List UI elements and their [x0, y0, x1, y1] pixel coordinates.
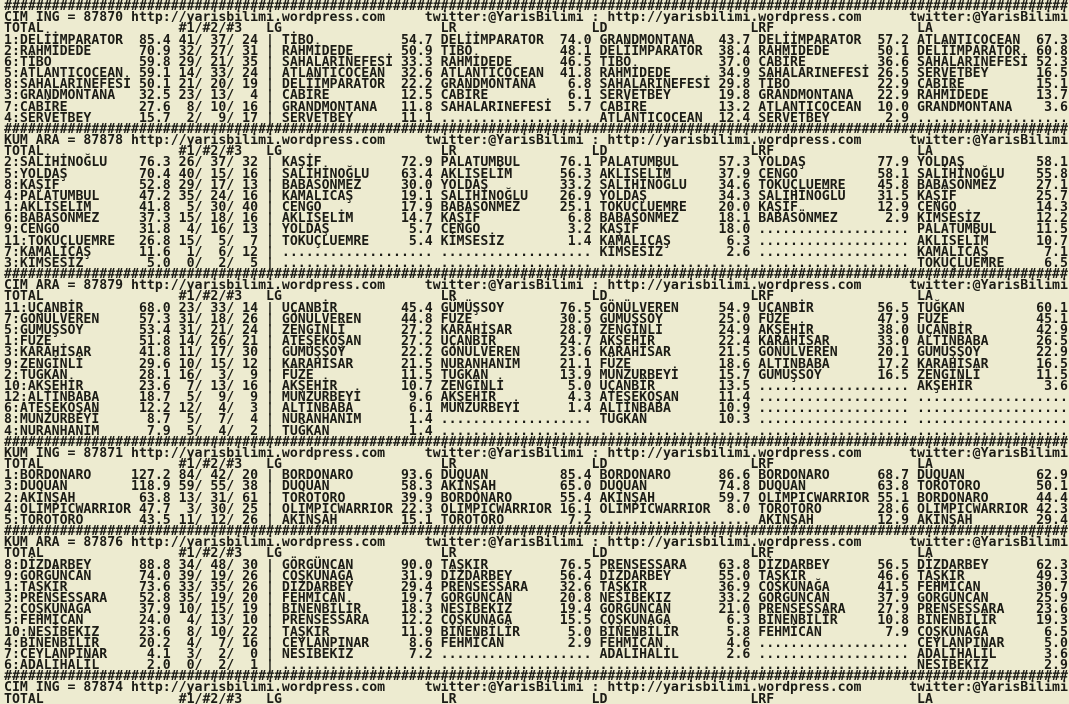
stats-row: 2:COŞKUNAĞA 37.9 10/ 15/ 19 | BİNENBİLİR 18.3 NESİBEKIZ 19.4 GÖRGÜNCAN 21.0 PRENSESSARA 27.9 PRENSESSARA 23.6 — [4, 602, 1068, 618]
stats-row: 6:TİBO 59.8 29/ 21/ 35 | SAHALARINEFESİ 33.3 RAHMİDEDE 46.5 TİBO 37.0 CABİRE 36.6 SAHALARINEFESİ 52.3 — [4, 54, 1068, 70]
stats-row: 7:CABİRE 27.6 8/ 10/ 16 | GRANDMONTANA 11.8 SAHALARINEFESİ 5.7 CABİRE 13.2 ATLANTICOCEAN 10.0 GRANDMONTANA 3.6 — [4, 99, 1068, 115]
section-title: KUM ING = 87871 http://yarisbilimi.wordpress.com twitter:@YarisBilimi : http://yarisbilimi.wordpress.com twitter:@YarisBilimi — [4, 445, 1068, 461]
stats-row: 6:ADALIHALİL 2.0 0/ 2/ 1 | ................... ................... ................... ................... NESİBEKIZ 2.9 — [4, 658, 1068, 674]
column-header-row: TOTAL #1/#2/#3 LG LR LD LRF LA — [4, 289, 933, 305]
hash-divider: ###################################################################################################################################### — [4, 524, 1068, 540]
stats-row: 9:CENGO 31.8 4/ 16/ 13 | YOLDAŞ 5.7 CENGO 3.2 KAŞİF 18.0 ................... PALATUMBUL 11.5 — [4, 222, 1068, 238]
stats-row: 7:KAMALICAŞ 11.6 1/ 6/ 12 | ................... ................... KİMSESİZ 2.6 ................... KAMALICAŞ 7.1 — [4, 244, 1068, 260]
stats-row: 7:CEYLANPINAR 4.1 3/ 2/ 0 | NESİBEKIZ 7.2 ................... ADALIHALİL 2.6 ................... ADALIHALİL 3.6 — [4, 646, 1068, 662]
stats-row: 8:MUNZURBEYİ 8.7 5/ 7/ 4 | NURANHANIM 1.4 ................... TUĞKAN 10.3 ................... ................... — [4, 412, 1068, 428]
stats-row: 6:BABASÖNMEZ 37.3 15/ 18/ 16 | AKLISELİM 14.7 KAŞİF 6.8 BABASÖNMEZ 18.1 BABASÖNMEZ 2.9 KİMSESİZ 12.2 — [4, 211, 1068, 227]
stats-row: 1:BORDONARO 127.2 84/ 42/ 20 | BORDONARO 93.6 DUQUAN 85.4 BORDONARO 86.6 BORDONARO 68.7 DUQUAN 62.9 — [4, 468, 1068, 484]
stats-row: 5:TOROTORO 43.5 11/ 12/ 26 | AKINŞAH 15.1 TOROTORO 7.2 ................... AKINŞAH 12.9 AKINŞAH 29.4 — [4, 512, 1068, 528]
stats-row: 1:TAŞKIR 73.6 33/ 35/ 26 | DİZDARBEY 29.4 PRENSESSARA 32.6 TAŞKIR 36.9 COŞKUNAĞA 41.5 FEHMİCAN 30.7 — [4, 579, 1068, 595]
stats-row: 5:YOLDAŞ 70.4 40/ 15/ 16 | SALİHİNOĞLU 63.4 AKLISELİM 56.3 AKLISELİM 37.9 CENGO 58.1 SALİHİNOĞLU 55.8 — [4, 166, 1068, 182]
column-header-row: TOTAL #1/#2/#3 LG LR LD LRF LA — [4, 546, 933, 562]
stats-row: 4:BİNENBİLİR 20.2 4/ 7/ 16 | CEYLANPINAR 8.6 FEHMİCAN 2.9 FEHMİCAN 4.6 ................... CEYLANPINAR 5.0 — [4, 635, 1068, 651]
hash-divider: ###################################################################################################################################### — [4, 434, 1068, 450]
hash-divider: ###################################################################################################################################### — [4, 121, 1068, 137]
stats-row: 5:ATLANTICOCEAN 59.1 14/ 33/ 24 | ATLANTICOCEAN 32.6 ATLANTICOCEAN 41.8 RAHMİDEDE 34.9 SAHALARINEFESİ 26.5 SERVETBEY 16.5 — [4, 66, 1068, 82]
stats-row: 9:ZENGİNLİ 29.6 10/ 15/ 12 | KARAHİSAR 21.5 NURANHANIM 21.1 FÜZE 18.6 ALTINBABA 17.2 KARAHİSAR 16.5 — [4, 356, 1068, 372]
column-header-row: TOTAL #1/#2/#3 LG LR LD LRF LA — [4, 144, 933, 160]
section-title: CIM ING = 87870 http://yarisbilimi.wordpress.com twitter:@YarisBilimi : http://yarisbilimi.wordpress.com twitter:@YarisBilimi — [4, 10, 1068, 26]
section-title: KUM ARA = 87876 http://yarisbilimi.wordpress.com twitter:@YarisBilimi : http://yarisbilimi.wordpress.com twitter:@YarisBilimi — [4, 535, 1068, 551]
stats-row: 4:NURANHANIM 7.9 5/ 4/ 2 | TUĞKAN 1.4 ................... ................... ................... ................... — [4, 423, 1068, 439]
column-header-row: TOTAL #1/#2/#3 LG LR LD LRF LA — [4, 21, 933, 37]
stats-row: 1:FÜZE 51.8 14/ 26/ 21 | ATEŞEKOŞAN 27.2 UÇANBİR 24.7 AKŞEHİR 22.4 KARAHİSAR 33.0 ALTINBABA 26.5 — [4, 334, 1068, 350]
stats-row: 7:GÖNÜLVEREN 57.3 31/ 18/ 26 | GÖNÜLVEREN 44.8 FÜZE 30.5 GÜMÜŞSOY 25.0 FÜZE 47.9 FÜZE 45.1 — [4, 311, 1068, 327]
column-header-row: TOTAL #1/#2/#3 LG LR LD LRF LA — [4, 457, 933, 473]
stats-row: 8:DİZDARBEY 88.8 34/ 48/ 30 | GÖRGÜNCAN 90.0 TAŞKIR 76.5 PRENSESSARA 63.8 DİZDARBEY 56.5 DİZDARBEY 62.3 — [4, 557, 1068, 573]
column-header-row: TOTAL #1/#2/#3 LG LR LD LRF LA — [4, 691, 933, 704]
stats-row: 1:DELİİMPARATOR 85.4 41/ 37/ 24 | TİBO 54.7 DELİİMPARATOR 74.0 GRANDMONTANA 43.7 DELİİMPARATOR 57.2 ATLANTICOCEAN 67.3 — [4, 32, 1068, 48]
stats-row: 2:AKINŞAH 63.8 13/ 31/ 61 | TOROTORO 39.9 BORDONARO 55.4 AKINŞAH 59.7 OLIMPICWARRIOR 55.1 BORDONARO 44.4 — [4, 490, 1068, 506]
stats-row: 2:RAHMİDEDE 70.9 32/ 27/ 31 | RAHMİDEDE 50.9 TİBO 48.1 DELİİMPARATOR 38.4 RAHMİDEDE 50.1 DELİİMPARATOR 60.8 — [4, 43, 1068, 59]
stats-row: 2:TUĞKAN 28.1 16/ 3/ 9 | FÜZE 11.5 TUĞKAN 13.9 MUNZURBEYİ 15.7 GÜMÜŞSOY 16.5 ZENGİNLİ 11.5 — [4, 367, 1068, 383]
stats-row: 10:NESİBEKIZ 23.6 8/ 10/ 22 | TAŞKIR 11.9 BİNENBİLİR 5.0 BİNENBİLİR 5.8 FEHMİCAN 7.9 COŞKUNAĞA 6.5 — [4, 624, 1068, 640]
stats-row: 8:SAHALARINEFESİ 50.1 21/ 20/ 19 | DELİİMPARATOR 22.2 GRANDMONTANA 6.8 SAHALARINEFESİ 29.8 TİBO 22.9 CABİRE 15.1 — [4, 77, 1068, 93]
section-title: CIM ING = 87874 http://yarisbilimi.wordpress.com twitter:@YarisBilimi : http://yarisbilimi.wordpress.com twitter:@YarisBilimi — [4, 680, 1068, 696]
stats-row: 3:DUQUAN 118.9 59/ 55/ 38 | DUQUAN 58.3 AKINŞAH 65.0 DUQUAN 74.8 DUQUAN 63.8 TOROTORO 50.1 — [4, 479, 1068, 495]
stats-row: 9:GÖRGÜNCAN 74.0 39/ 19/ 26 | COŞKUNAĞA 31.9 DİZDARBEY 56.4 DİZDARBEY 55.0 TAŞKIR 46.6 TAŞKIR 49.3 — [4, 568, 1068, 584]
hash-divider: ###################################################################################################################################### — [4, 0, 1068, 14]
stats-row: 3:PRENSESSARA 52.8 35/ 19/ 20 | FEHMİCAN 19.7 GÖRGÜNCAN 20.8 NESİBEKIZ 33.2 GÖRGÜNCAN 37.9 GÖRGÜNCAN 25.9 — [4, 591, 1068, 607]
stats-row: 10:AKŞEHİR 23.6 7/ 13/ 16 | AKŞEHİR 10.7 ZENGİNLİ 5.0 UÇANBİR 13.5 ................... AKŞEHİR 3.6 — [4, 378, 1068, 394]
stats-row: 11:UÇANBİR 68.0 23/ 33/ 14 | UÇANBİR 45.4 GÜMÜŞSOY 76.5 GÖNÜLVEREN 54.9 UÇANBİR 56.5 TUĞKAN 60.1 — [4, 300, 1068, 316]
stats-row: 3:GRANDMONTANA 32.5 23/ 13/ 4 | CABİRE 12.5 CABİRE 6.1 SERVETBEY 19.8 GRANDMONTANA 22.9 RAHMİDEDE 13.7 — [4, 88, 1068, 104]
stats-row: 3:KİMSESİZ 5.0 0/ 2/ 5 | ................... ................... ................... ................... TOKUÇLUEMRE 6.5 — [4, 255, 1068, 271]
stats-row: 4:PALATUMBUL 47.2 35/ 24/ 16 | KAMALICAŞ 19.1 SALİHİNOĞLU 26.9 YOLDAŞ 34.3 SALİHİNOĞLU 31.5 KAŞİF 25.7 — [4, 188, 1068, 204]
stats-row: 3:KARAHİSAR 41.8 11/ 17/ 30 | GÜMÜŞSOY 22.2 GÖNÜLVEREN 23.6 KARAHİSAR 21.5 GÖNÜLVEREN 20.1 GÜMÜŞSOY 22.9 — [4, 345, 1068, 361]
stats-row: 5:FEHMİCAN 24.0 4/ 13/ 10 | PRENSESSARA 12.2 COŞKUNAĞA 15.5 COŞKUNAĞA 6.3 BİNENBİLİR 10.8 BİNENBİLİR 19.3 — [4, 613, 1068, 629]
stats-row: 4:SERVETBEY 15.7 2/ 9/ 17 | SERVETBEY 11.1 ................... ATLANTICOCEAN 12.4 SERVETBEY 2.9 ................... — [4, 110, 1068, 126]
stats-row: 8:KAŞİF 52.8 29/ 17/ 13 | BABASÖNMEZ 30.0 YOLDAŞ 33.2 SALİHİNOĞLU 34.6 TOKUÇLUEMRE 45.8 BABASÖNMEZ 27.1 — [4, 177, 1068, 193]
stats-row: 12:ALTINBABA 18.7 5/ 9/ 9 | MUNZURBEYİ 9.6 AKŞEHİR 4.3 ATEŞEKOŞAN 11.4 ................... ................... — [4, 390, 1068, 406]
stats-row: 4:OLIMPICWARRIOR 47.7 3/ 30/ 25 | OLIMPICWARRIOR 22.3 OLIMPICWARRIOR 16.1 OLIMPICWARRIOR 8.0 TOROTORO 28.6 OLIMPICWARRIOR 42.3 — [4, 501, 1068, 517]
hash-divider: ###################################################################################################################################### — [4, 267, 1068, 283]
stats-row: 2:SALİHİNOĞLU 76.3 26/ 37/ 32 | KAŞİF 72.9 PALATUMBUL 76.1 PALATUMBUL 57.3 YOLDAŞ 77.9 YOLDAŞ 58.1 — [4, 155, 1068, 171]
section-title: CIM ARA = 87879 http://yarisbilimi.wordpress.com twitter:@YarisBilimi : http://yarisbilimi.wordpress.com twitter:@YarisBilimi — [4, 278, 1068, 294]
stats-row: 1:AKLISELİM 41.8 5/ 30/ 40 | CENGO 17.9 BABASÖNMEZ 25.1 TOKUÇLUEMRE 20.0 KAŞİF 12.9 CENGO 14.3 — [4, 200, 1068, 216]
stats-row: 11:TOKUÇLUEMRE 26.8 15/ 5/ 7 | TOKUÇLUEMRE 5.4 KİMSESİZ 1.4 KAMALICAŞ 6.3 ................... AKLISELİM 10.7 — [4, 233, 1068, 249]
section-title: KUM ARA = 87878 http://yarisbilimi.wordpress.com twitter:@YarisBilimi : http://yarisbilimi.wordpress.com twitter:@YarisBilimi — [4, 133, 1068, 149]
hash-divider: ###################################################################################################################################### — [4, 669, 1068, 685]
stats-row: 6:ATEŞEKOŞAN 12.2 12/ 4/ 3 | ALTINBABA 6.1 MUNZURBEYİ 1.4 ALTINBABA 10.9 ................... ................... — [4, 401, 1068, 417]
stats-row: 5:GÜMÜŞSOY 53.4 31/ 21/ 24 | ZENGİNLİ 27.2 KARAHİSAR 28.0 ZENGİNLİ 24.9 AKŞEHİR 38.0 UÇANBİR 42.9 — [4, 322, 1068, 338]
